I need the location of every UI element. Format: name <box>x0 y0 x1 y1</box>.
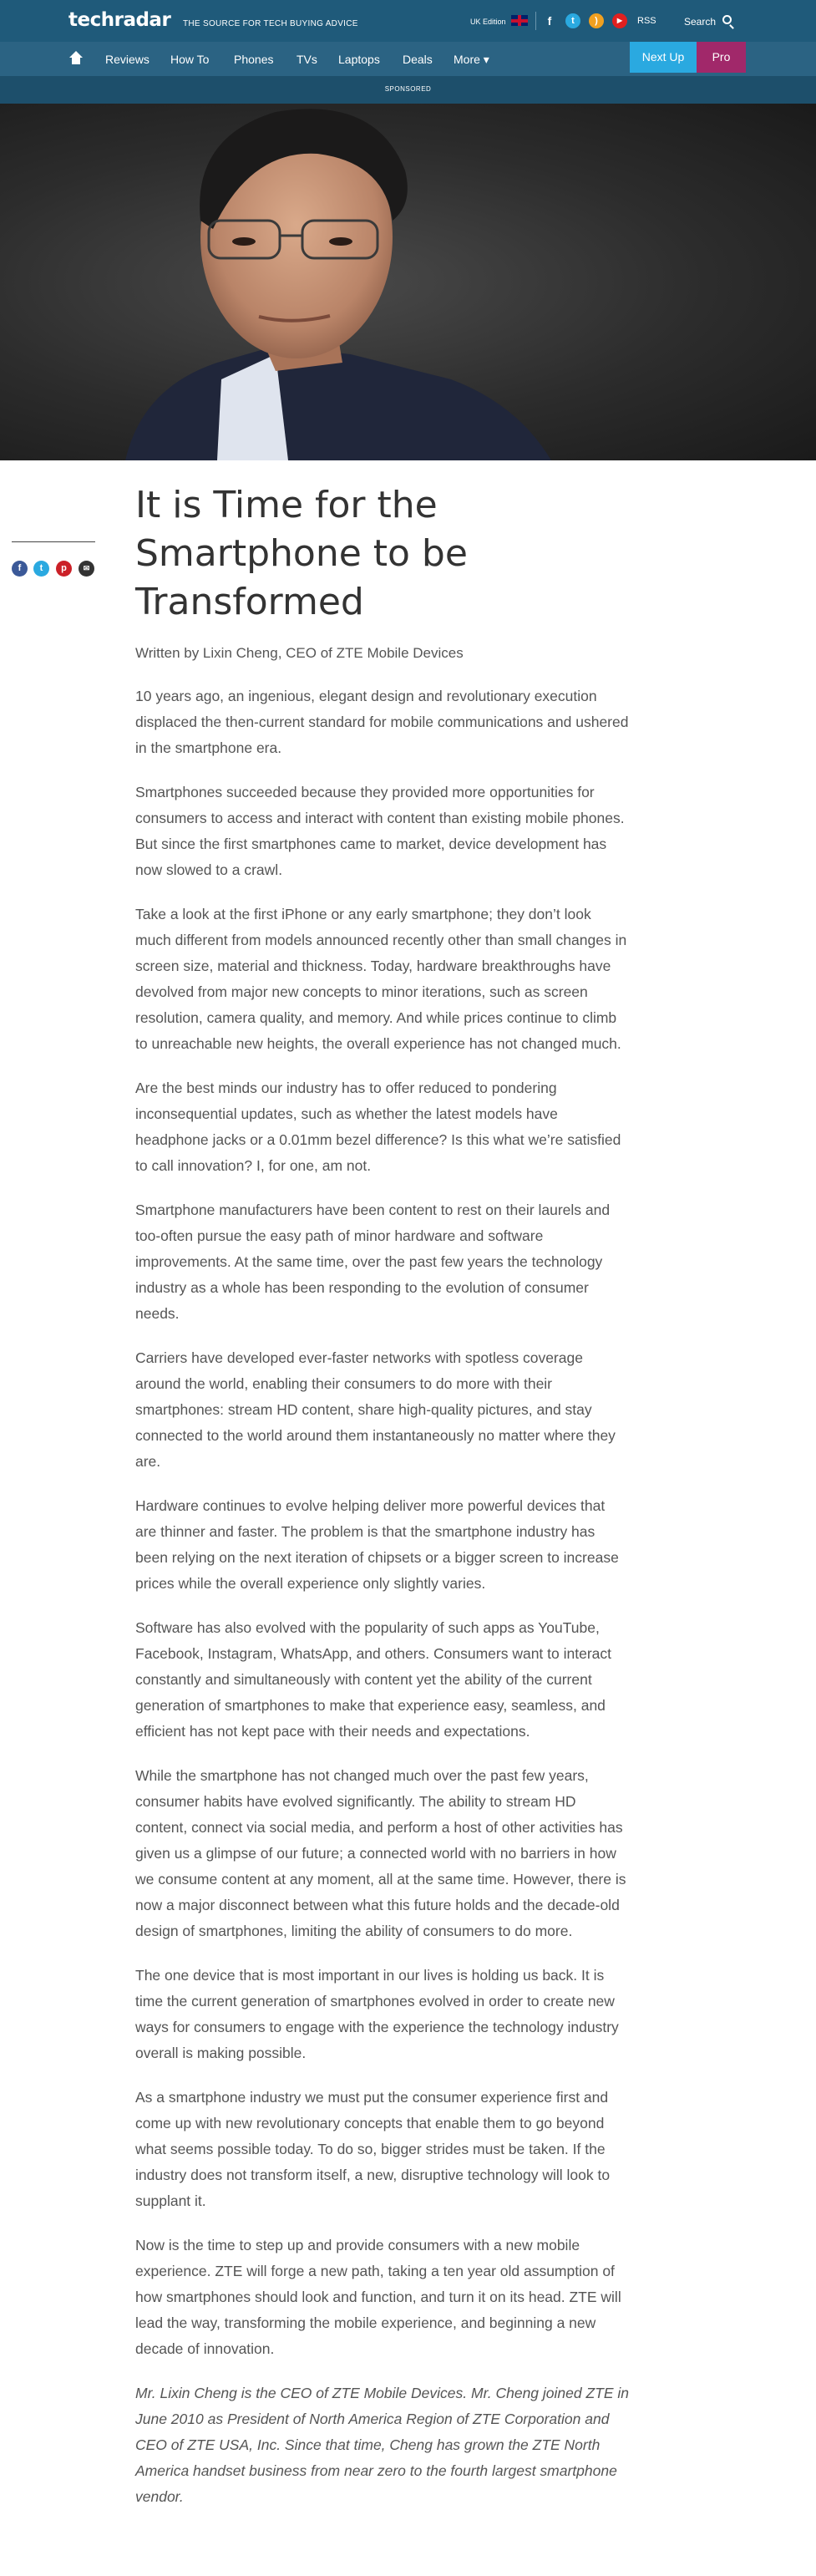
article-paragraph: Software has also evolved with the popularity of such apps as YouTube, Facebook, Instagram, WhatsApp, and others. Consumers want to interact constantly and simultaneously with content yet the ability of the current generation of smartphones to make that experience easy, seamless, and efficient has not kept pace with their needs and expectations. <box>135 1619 611 1740</box>
nav-item-laptops[interactable]: Laptops <box>338 53 380 66</box>
header-divider <box>535 12 536 30</box>
nav-item-reviews[interactable]: Reviews <box>105 53 150 66</box>
uk-flag-icon[interactable] <box>511 15 528 26</box>
article-paragraph: Carriers have developed ever-faster networks with spotless coverage around the world, enabling their consumers to do more with their smartphones: stream HD content, share high-quality pictures, and stay connected to the world around them instantaneously no matter where they are. <box>135 1349 616 1470</box>
search-button[interactable]: Search <box>684 16 717 28</box>
nav-item-more[interactable]: More ▾ <box>454 53 489 66</box>
article-paragraph: Take a look at the first iPhone or any early smartphone; they don’t look much different from models announced recently other than small changes in screen size, material and thickness. Today, hardware breakthroughs have devolved from major new concepts to minor iterations, such as screen resolution, camera quality, and memory. And while prices continue to climb to unreachable new heights, the overall experience has not changed much. <box>135 906 627 1052</box>
article-paragraph: Now is the time to step up and provide consumers with a new mobile experience. ZTE will forge a new path, taking a ten year old assumption of how smartphones should look and function, and turn it on its head. ZTE will lead the way, transforming the mobile experience, and beginning a new decade of innovation. <box>135 2237 621 2357</box>
article-paragraph: The one device that is most important in our lives is holding us back. It is time the current generation of smartphones evolved in order to create new ways for consumers to engage with the experience the technology industry overall is making possible. <box>135 1967 619 2061</box>
article-body <box>135 683 630 2528</box>
site-tagline: THE SOURCE FOR TECH BUYING ADVICE <box>183 19 358 28</box>
article-paragraph: While the smartphone has not changed much over the past few years, consumer habits have evolved significantly. The ability to stream HD content, connect via social media, and perform a host of other activities has given us a glimpse of our future; a connected world with no barriers in how we consume content at any moment, all at the same time. However, there is now a major disconnect between what this future holds and the decade-old design of smartphones, limiting the ability of consumers to do more. <box>135 1767 626 1939</box>
portrait-photo <box>0 104 816 460</box>
site-logo[interactable]: techradar <box>68 9 171 31</box>
edition-selector[interactable]: UK Edition <box>470 18 506 26</box>
nav-item-how-to[interactable]: How To <box>170 53 210 66</box>
share-divider <box>12 541 95 542</box>
sponsored-label: SPONSORED <box>384 85 432 93</box>
article-paragraph: Smartphone manufacturers have been content to rest on their laurels and too-often pursue the easy path of minor hardware and software improvements. At the same time, over the past few years the technology industry as a whole has been responding to the evolution of consumer needs. <box>135 1202 611 1322</box>
share-pinterest-icon[interactable]: p <box>56 561 72 577</box>
hero-image <box>0 104 816 460</box>
pro-button[interactable]: Pro <box>697 42 746 73</box>
rss-icon[interactable]: ) <box>589 13 604 28</box>
article-title: It is Time for the Smartphone to be Transformed <box>135 484 468 623</box>
nav-item-phones[interactable]: Phones <box>234 53 274 66</box>
twitter-icon[interactable]: t <box>565 13 580 28</box>
article-paragraph: 10 years ago, an ingenious, elegant design and revolutionary execution displaced the then-current standard for mobile communications and ushered in the smartphone era. <box>135 688 629 756</box>
top-bar <box>0 0 816 42</box>
share-twitter-icon[interactable]: t <box>33 561 49 577</box>
share-facebook-icon[interactable]: f <box>12 561 28 577</box>
article-byline: Written by Lixin Cheng, CEO of ZTE Mobile Devices <box>135 645 464 661</box>
article-paragraph: Are the best minds our industry has to offer reduced to pondering inconsequential updates, such as whether the latest models have headphone jacks or a 0.01mm bezel difference? Is this what we’re satisfied to call innovation? I, for one, am not. <box>135 1080 621 1174</box>
article-paragraph: Hardware continues to evolve helping deliver more powerful devices that are thinner and faster. The problem is that the smartphone industry has been relying on the next iteration of chipsets or a bigger screen to increase prices while the overall experience only slightly varies. <box>135 1497 619 1592</box>
home-icon[interactable] <box>68 51 84 66</box>
share-email-icon[interactable]: ✉ <box>79 561 94 577</box>
sponsored-bar <box>0 76 816 104</box>
search-icon[interactable] <box>722 15 732 24</box>
youtube-icon[interactable]: ▶ <box>612 13 627 28</box>
rss-link[interactable]: RSS <box>637 16 656 26</box>
next-up-button[interactable]: Next Up <box>630 42 697 73</box>
nav-item-tvs[interactable]: TVs <box>296 53 317 66</box>
article-paragraph: As a smartphone industry we must put the consumer experience first and come up with new revolutionary concepts that enable them to go beyond what seems possible today. To do so, bigger strides must be taken. If the industry does not transform itself, a new, disruptive technology will look to supplant it. <box>135 2089 611 2209</box>
facebook-icon[interactable]: f <box>547 14 552 28</box>
author-bio: Mr. Lixin Cheng is the CEO of ZTE Mobile Devices. Mr. Cheng joined ZTE in June 2010 as President of North America Region of ZTE Corporation and CEO of ZTE USA, Inc. Since that time, Cheng has grown the ZTE North America handset business from near zero to the fourth largest smartphone vendor. <box>135 2385 630 2505</box>
nav-item-deals[interactable]: Deals <box>403 53 433 66</box>
article-paragraph: Smartphones succeeded because they provided more opportunities for consumers to access and interact with content than existing mobile phones. But since the first smartphones came to market, device development has now slowed to a crawl. <box>135 784 625 878</box>
